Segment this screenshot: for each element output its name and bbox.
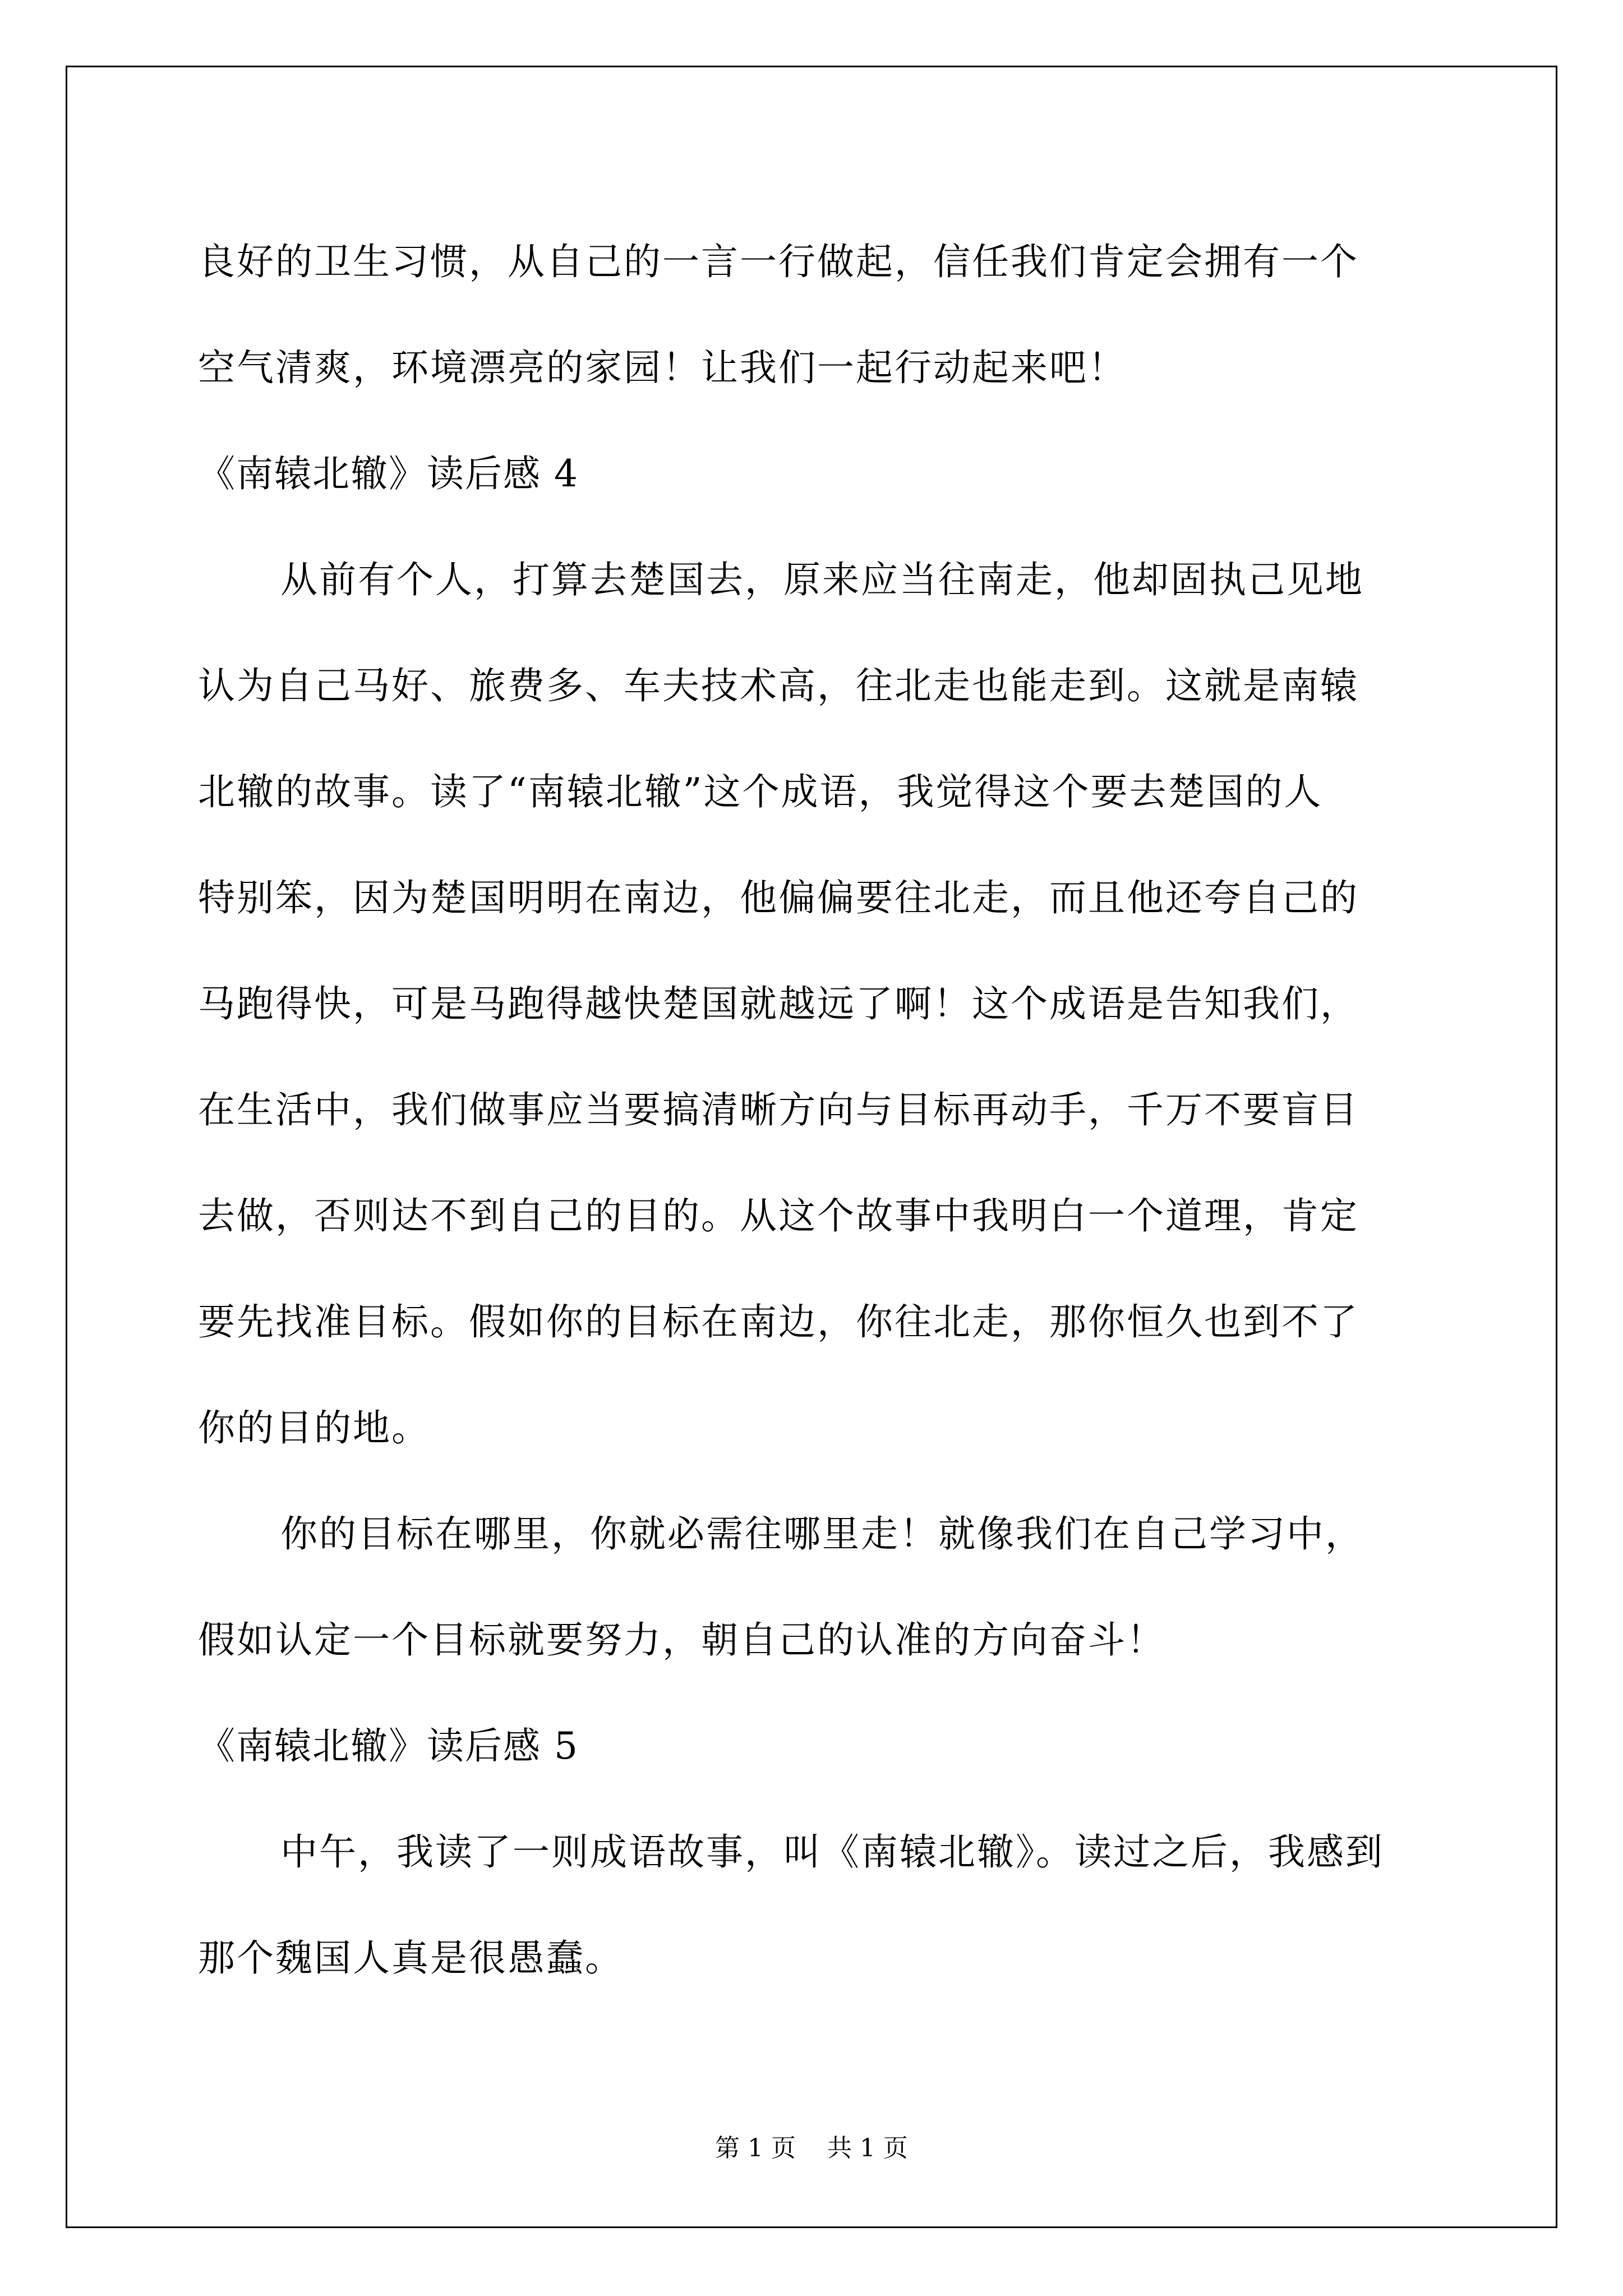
- text-line: 中午，我读了一则成语故事，叫《南辕北辙》。读过之后，我感到: [280, 1830, 1384, 1874]
- text-line: 假如认定一个目标就要努力，朝自己的认准的方向奋斗！: [198, 1618, 1165, 1662]
- text-line: 那个魏国人真是很愚蠢。: [198, 1936, 624, 1980]
- text-line: 特别笨，因为楚国明明在南边，他偏偏要往北走，而且他还夸自己的: [198, 876, 1359, 919]
- section-heading: 《南辕北辙》读后感 4: [198, 452, 579, 495]
- page-number-footer: 第 1 页 共 1 页: [715, 2134, 908, 2162]
- text-line: 你的目的地。: [198, 1406, 430, 1450]
- text-line: 北辙的故事。读了“南辕北辙”这个成语，我觉得这个要去楚国的人: [198, 770, 1323, 813]
- text-line: 良好的卫生习惯，从自己的一言一行做起，信任我们肯定会拥有一个: [198, 240, 1359, 283]
- text-line: 认为自己马好、旅费多、车夫技术高，往北走也能走到。这就是南辕: [198, 664, 1359, 707]
- text-line: 你的目标在哪里，你就必需往哪里走！就像我们在自己学习中，: [280, 1512, 1364, 1556]
- document-body: [198, 209, 1429, 2011]
- text-line: 要先找准目标。假如你的目标在南边，你往北走，那你恒久也到不了: [198, 1300, 1359, 1343]
- text-line: 马跑得快，可是马跑得越快楚国就越远了啊！这个成语是告知我们，: [198, 982, 1359, 1025]
- text-line: 在生活中，我们做事应当要搞清晰方向与目标再动手，千万不要盲目: [198, 1088, 1359, 1131]
- section-heading: 《南辕北辙》读后感 5: [198, 1724, 579, 1768]
- text-line: 去做，否则达不到自己的目的。从这个故事中我明白一个道理，肯定: [198, 1194, 1359, 1237]
- text-line: 从前有个人，打算去楚国去，原来应当往南走，他却固执己见地: [280, 558, 1364, 601]
- text-line: 空气清爽，环境漂亮的家园！让我们一起行动起来吧！: [198, 346, 1127, 389]
